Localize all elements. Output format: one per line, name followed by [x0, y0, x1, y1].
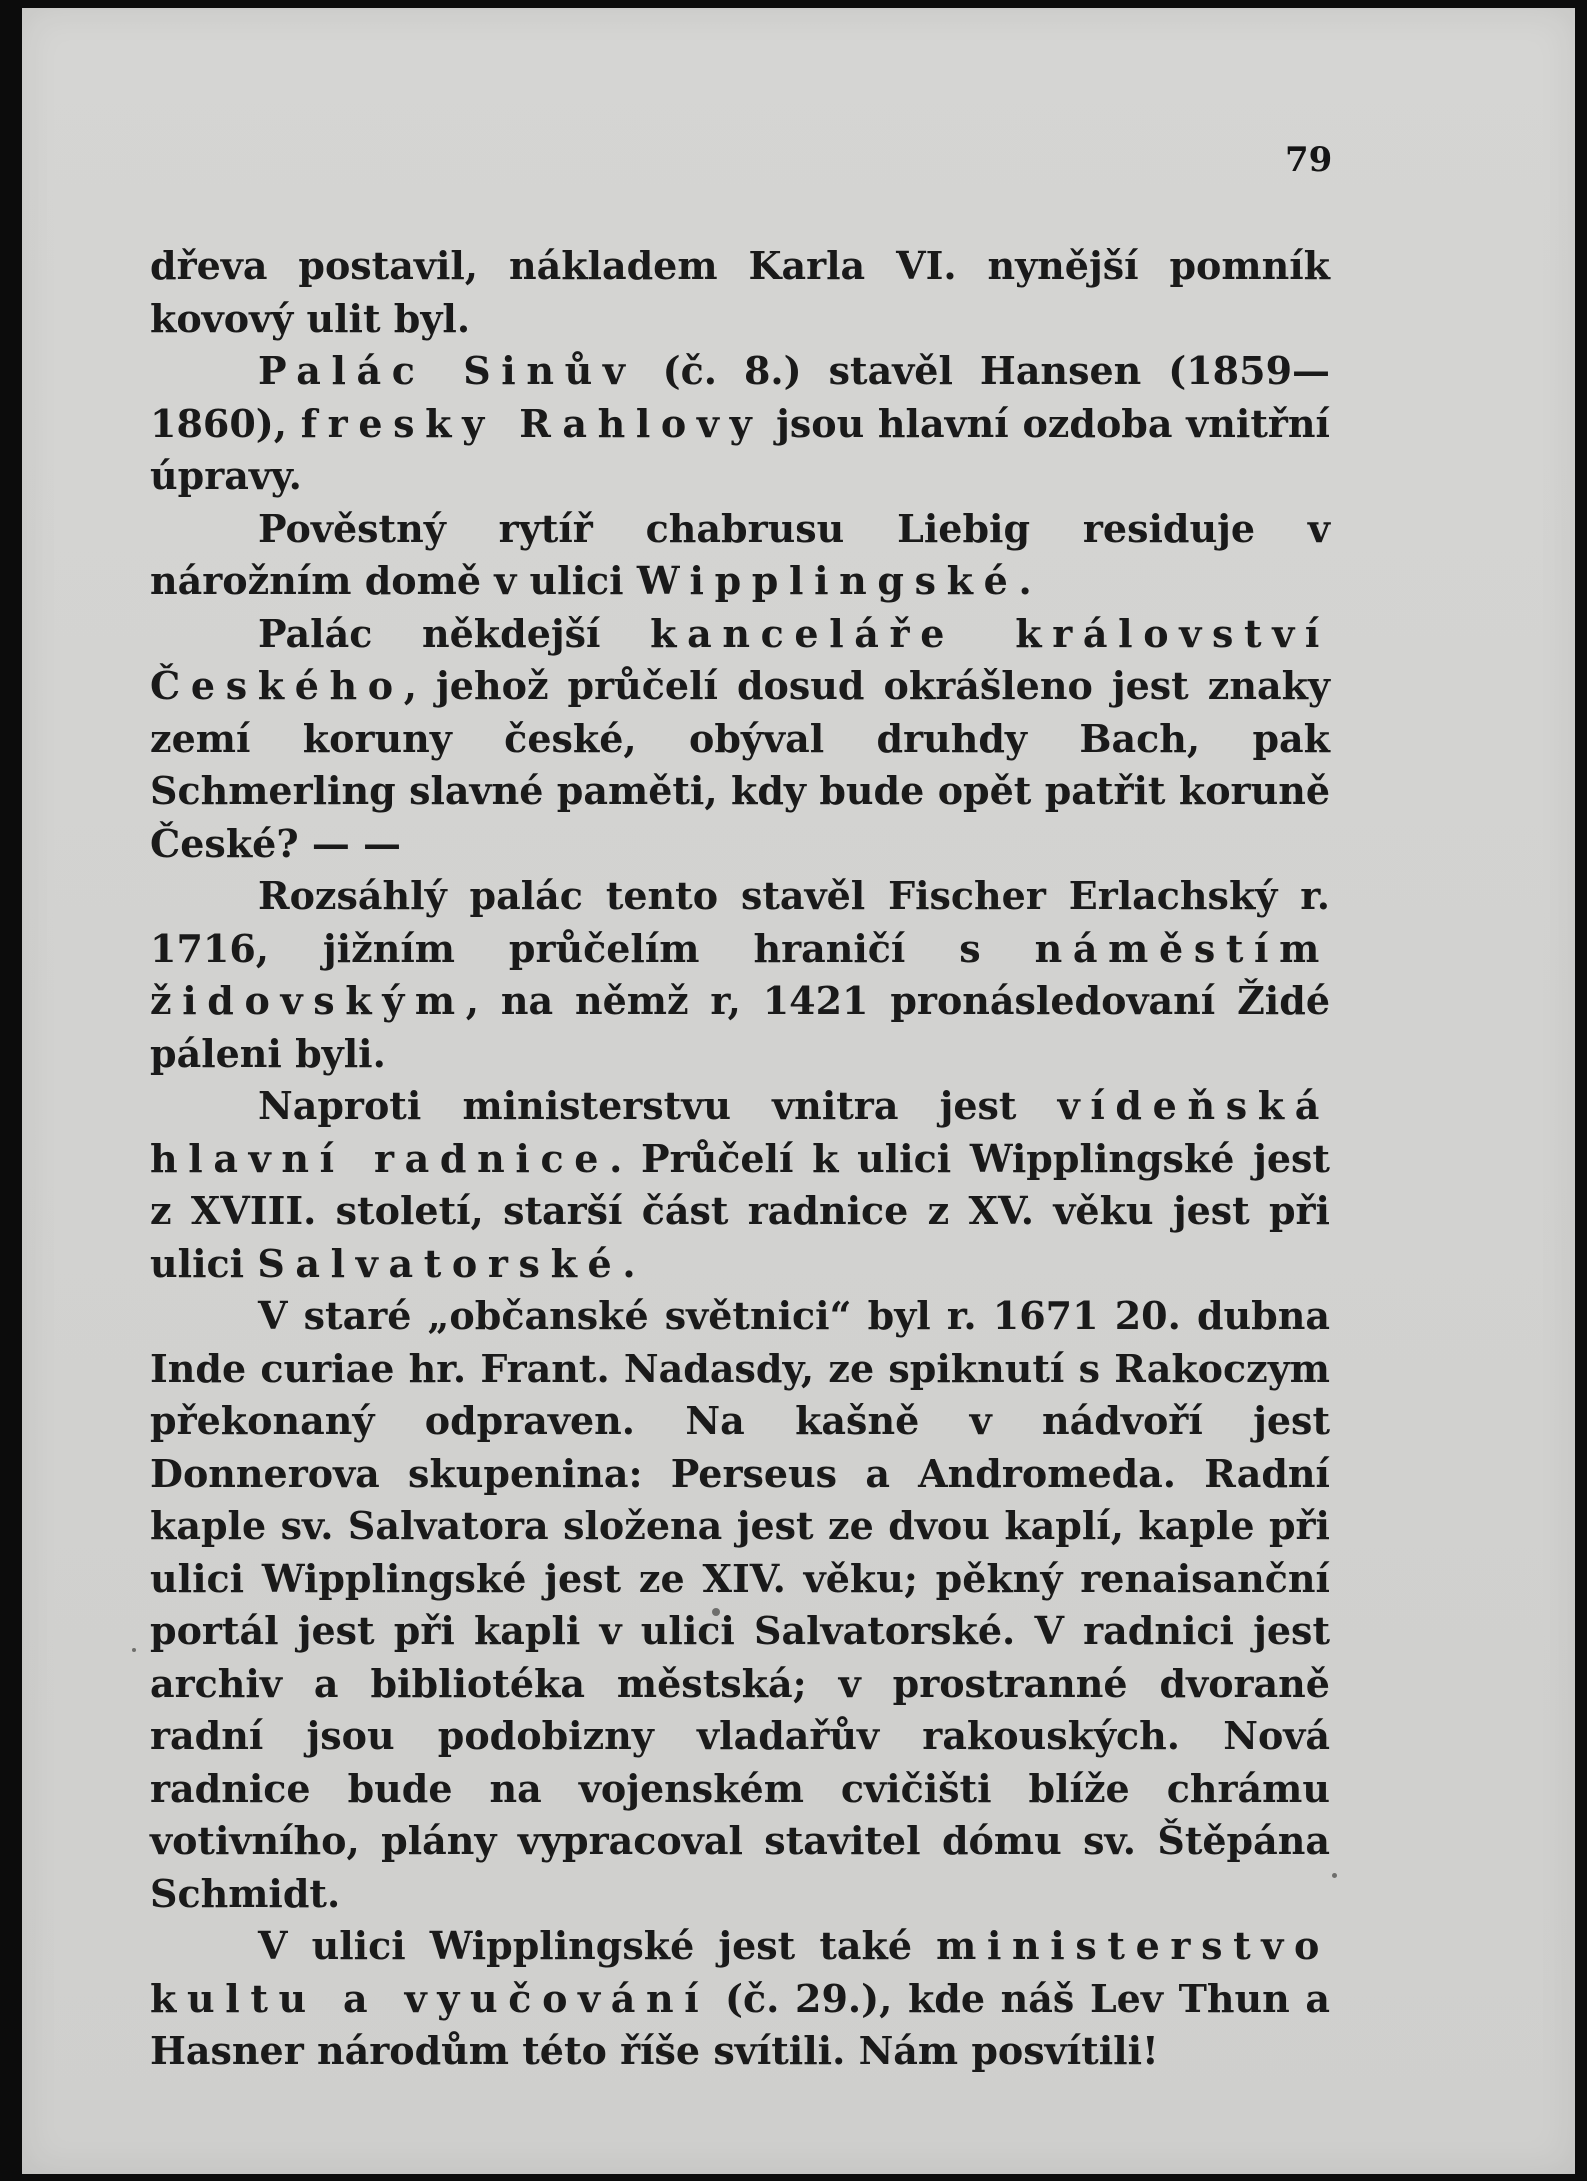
text-run: (č. 8.) stavěl Hansen (1859—1860), — [150, 348, 1331, 446]
paragraph — [150, 870, 1330, 1080]
paragraph — [150, 345, 1330, 503]
paragraph — [150, 608, 1330, 871]
emphasized-text: Palác Sinův — [258, 348, 636, 393]
paragraph — [150, 1920, 1330, 2078]
dust-speck — [132, 1648, 136, 1652]
emphasized-text: fresky Rahlovy — [300, 400, 763, 446]
paragraph — [150, 1290, 1330, 1920]
emphasized-text: kanceláře království Českého — [150, 610, 1330, 708]
text-run: Palác někdejší — [258, 610, 651, 656]
text-run: V ulici Wipplingské jest také — [258, 1923, 937, 1968]
paragraph — [150, 240, 1330, 345]
dust-speck — [1332, 1873, 1337, 1878]
emphasized-text: ministerstvo kultu a vyučování — [150, 1923, 1330, 2021]
text-run: . — [622, 1240, 636, 1286]
text-run: V staré „občanské světnici“ byl r. 1671 20. dubna Inde curiae hr. Frant. Nadasdy, ze spiknutí s Rakoczym překonaný odpraven. Na kašně v nádvoří jest Donnerova skupenina: Perseus a Andromeda. Radní kaple sv. Salvatora složena jest ze dvou kaplí, kaple při ulici Wipplingské jest ze XIV. věku; pěkný renaisanční portál jest při kapli v ulici Salvatorské. V radnici jest archiv a bibliotéka městská; v prostranné dvoraně radní jsou podobizny vladařův rakouských. Nová radnice bude na vojenském cvičišti blíže chrámu votivního, plány vypracoval stavitel dómu sv. Štěpána Schmidt. — [150, 1293, 1330, 1916]
paragraph — [150, 503, 1330, 608]
text-run: . Průčelí k ulici Wipplingské jest z XVIII. století, starší část radnice z XV. věku jest při ulici — [150, 1135, 1330, 1286]
emphasized-text: vídeňská hlavní radnice — [150, 1083, 1330, 1181]
text-run: Rozsáhlý palác tento stavěl Fischer Erlachský r. 1716, jižním průčelím hraničí s — [150, 873, 1330, 971]
paragraph — [150, 1080, 1330, 1290]
text-run: Naproti ministerstvu vnitra jest — [258, 1083, 1058, 1128]
text-run: , jehož průčelí dosud okrášleno jest znaky zemí koruny české, obýval druhdy Bach, pak Schmerling slavné paměti, kdy bude opět patřit koruně České? — — — [150, 663, 1330, 866]
text-run: (č. 29.), kde náš Lev Thun a Hasner národům této říše svítili. Nám posvítili! — [150, 1975, 1330, 2073]
text-run: Pověstný rytíř chabrusu Liebig residuje v nárožním domě v ulici — [150, 505, 1330, 603]
emphasized-text: náměstím židovským — [150, 925, 1330, 1023]
emphasized-text: Salvatorské — [257, 1240, 623, 1286]
text-run: dřeva postavil, nákladem Karla VI. nynější pomník kovový ulit byl. — [150, 243, 1330, 341]
text-run: jsou hlavní ozdoba vnitřní úpravy. — [150, 400, 1330, 498]
emphasized-text: Wipplingské — [636, 558, 1019, 603]
page-number: 79 — [1285, 140, 1333, 180]
page-body-text — [150, 240, 1330, 2078]
text-run: . — [1018, 558, 1032, 603]
text-run: , na němž r, 1421 pronásledovaní Židé páleni byli. — [150, 978, 1330, 1076]
